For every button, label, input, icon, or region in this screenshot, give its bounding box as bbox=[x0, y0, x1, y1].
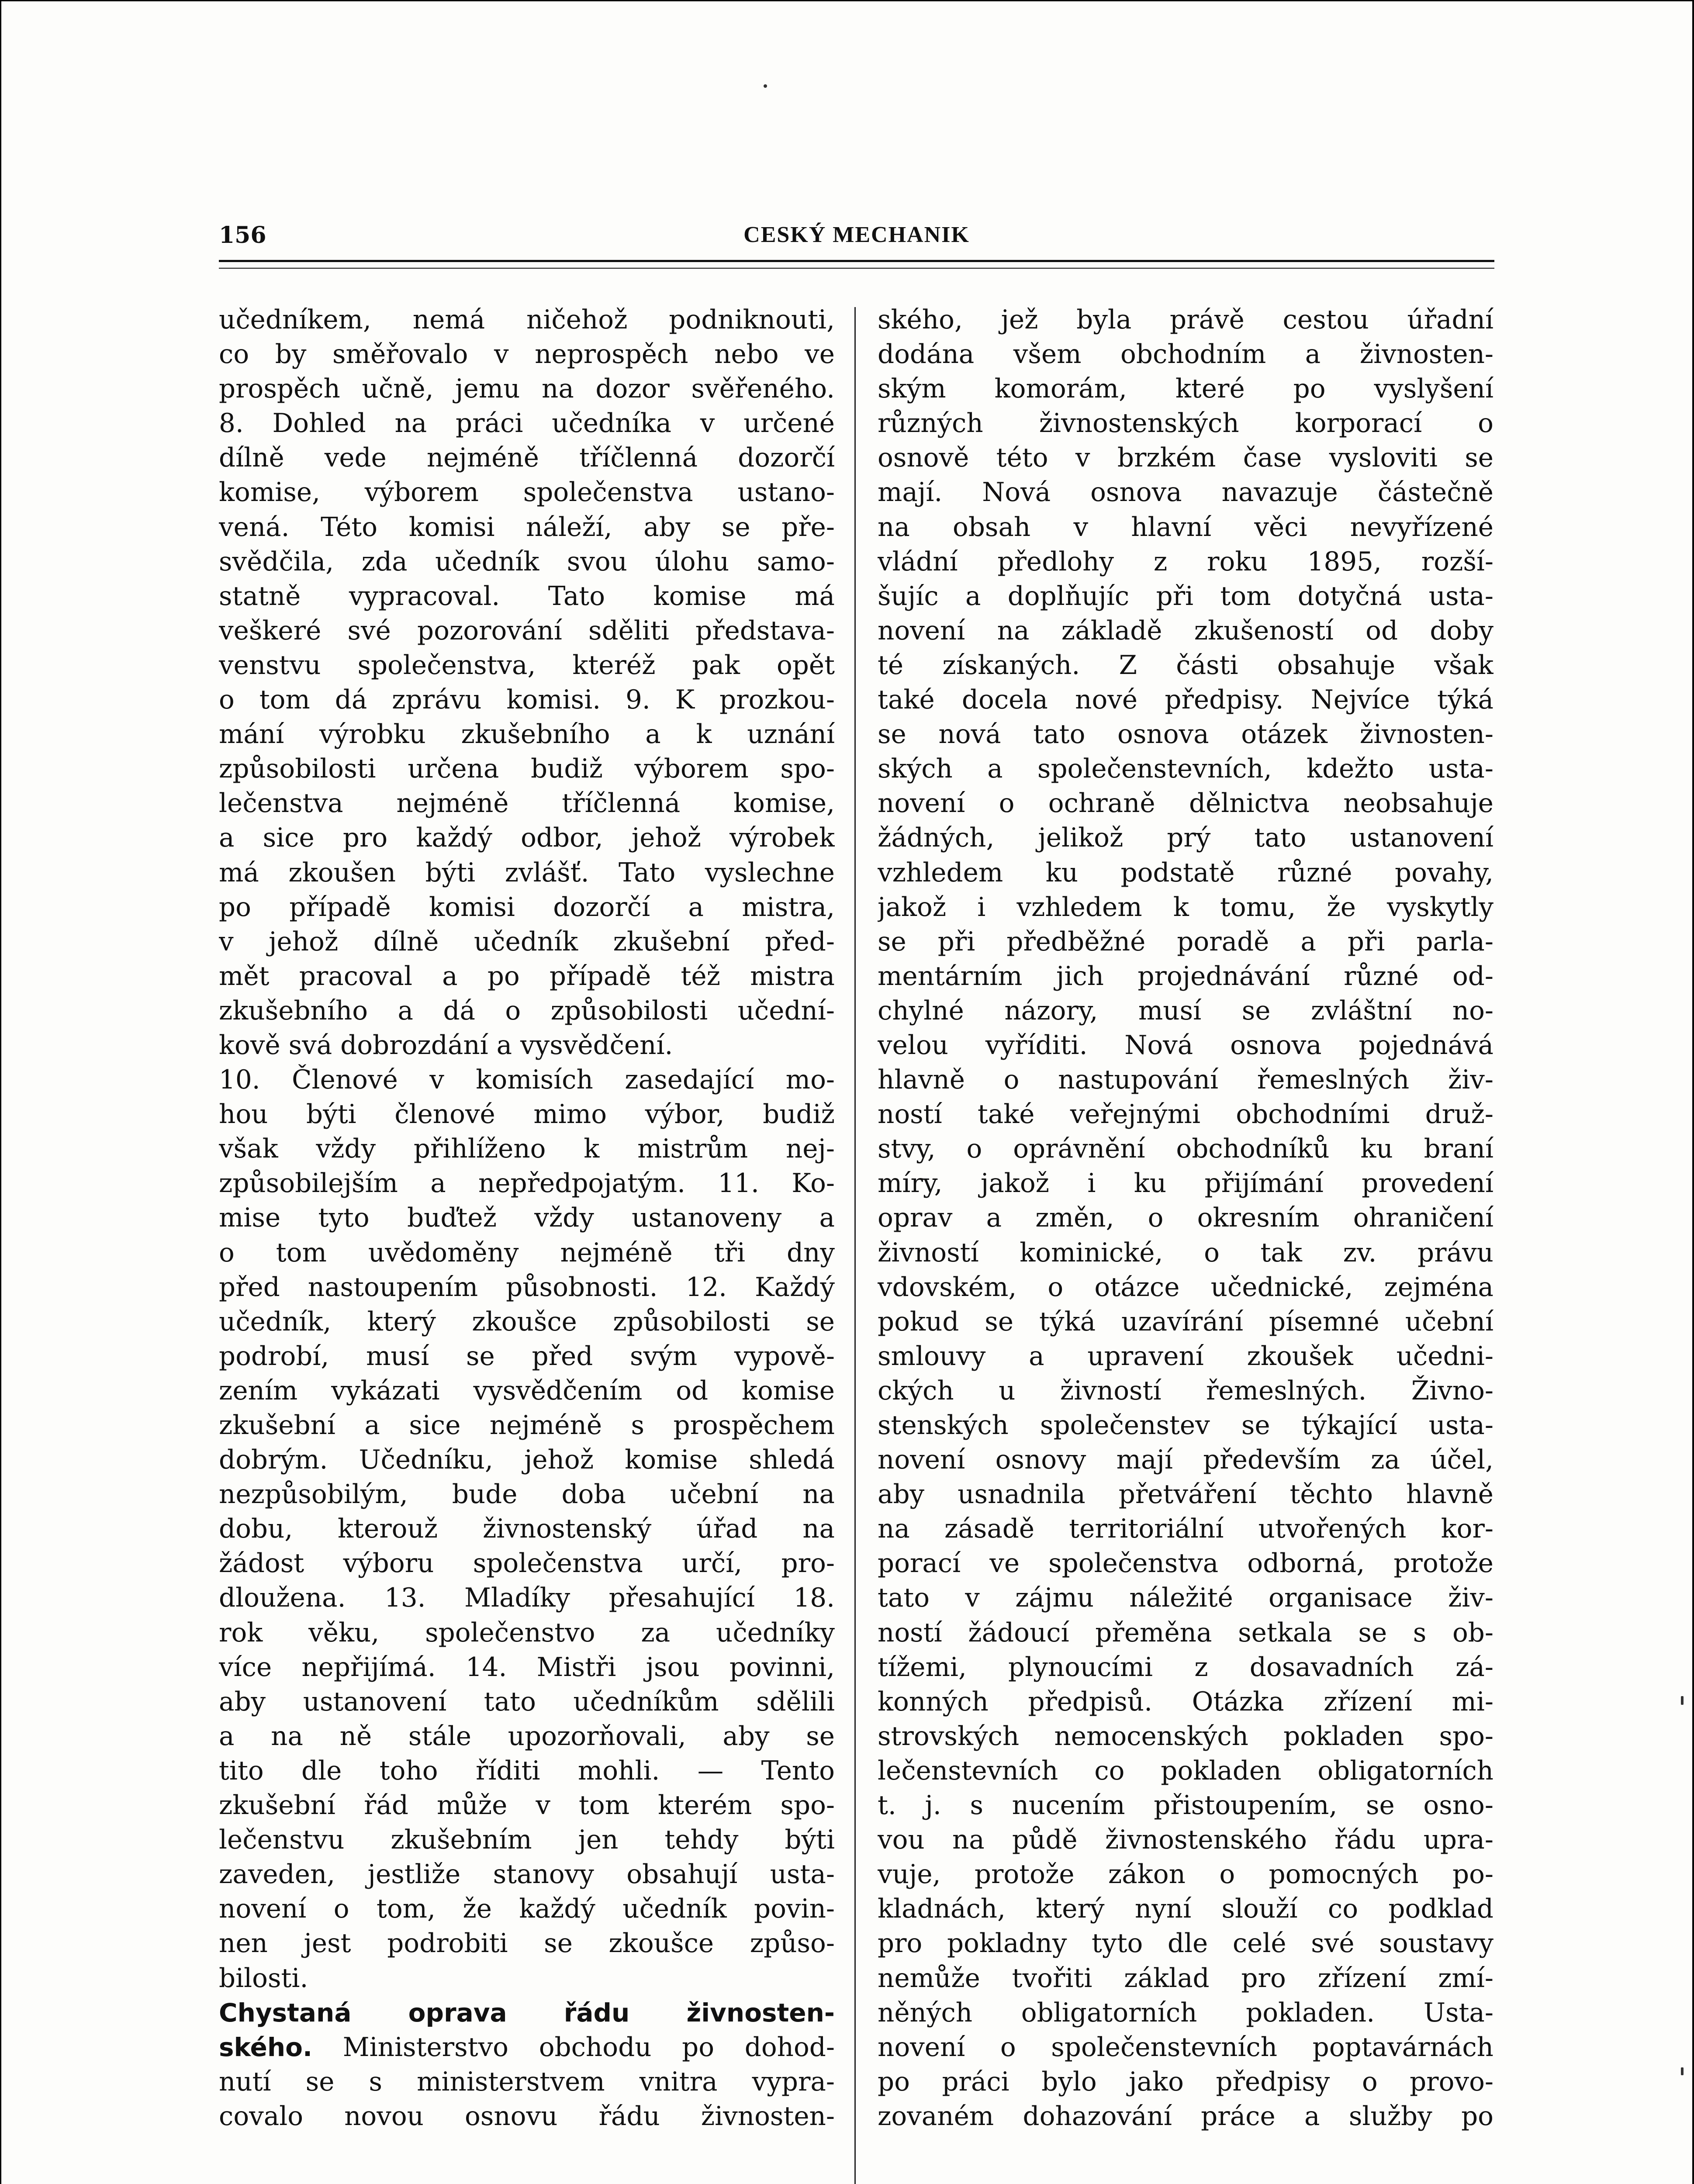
text-line: novení o ochraně dělnictva neobsahuje bbox=[878, 788, 1493, 819]
text-line: vou na půdě živnostenského řádu upra- bbox=[878, 1825, 1493, 1856]
text-line: osnově této v brzkém čase vysloviti se bbox=[878, 443, 1493, 473]
scan-speck bbox=[1681, 2067, 1684, 2075]
text-line: rok věku, společenstvo za učedníky bbox=[219, 1617, 835, 1648]
paragraph-text: Ministerstvo obchodu po dohod- bbox=[312, 2032, 835, 2063]
text-line: dloužena. 13. Mladíky přesahující 18. bbox=[219, 1583, 835, 1614]
text-line: šujíc a doplňujíc při tom dotyčná usta- bbox=[878, 581, 1493, 612]
left-column bbox=[219, 303, 835, 2134]
text-line: aby usnadnila přetváření těchto hlavně bbox=[878, 1479, 1493, 1510]
text-line: něných obligatorních pokladen. Usta- bbox=[878, 1997, 1493, 2028]
text-line: ností žádoucí přeměna setkala se s ob- bbox=[878, 1617, 1493, 1648]
text-line: porací ve společenstva odborná, protože bbox=[878, 1548, 1493, 1579]
left-column-after-heading bbox=[219, 2065, 835, 2134]
text-line: novení osnovy mají především za účel, bbox=[878, 1445, 1493, 1476]
text-line: prospěch učně, jemu na dozor svěřeného. bbox=[219, 374, 835, 404]
section-heading: Chystaná oprava řádu živnosten- bbox=[219, 1997, 835, 2028]
text-line: mají. Nová osnova navazuje částečně bbox=[878, 477, 1493, 508]
text-line: konných předpisů. Otázka zřízení mi- bbox=[878, 1686, 1493, 1717]
text-line: učedník, který zkoušce způsobilosti se bbox=[219, 1306, 835, 1337]
text-line: učedníkem, nemá ničehož podniknouti, bbox=[219, 305, 835, 335]
text-line: tito dle toho říditi mohli. — Tento bbox=[219, 1755, 835, 1786]
text-line: způsobilejším a nepředpojatým. 11. Ko- bbox=[219, 1168, 835, 1199]
text-line: a na ně stále upozorňovali, aby se bbox=[219, 1721, 835, 1752]
text-line: mentárním jich projednávání různé od- bbox=[878, 961, 1493, 992]
text-line: po práci bylo jako předpisy o provo- bbox=[878, 2067, 1493, 2097]
text-line: co by směřovalo v neprospěch nebo ve bbox=[219, 339, 835, 370]
text-line: více nepřijímá. 14. Mistři jsou povinni, bbox=[219, 1652, 835, 1683]
text-line: nutí se s ministerstvem vnitra vypra- bbox=[219, 2067, 835, 2097]
text-line: však vždy přihlíženo k mistrům nej- bbox=[219, 1134, 835, 1165]
text-line: před nastoupením působnosti. 12. Každý bbox=[219, 1272, 835, 1303]
section-heading-line bbox=[219, 1996, 835, 2030]
text-line: dílně vede nejméně tříčlenná dozorčí bbox=[219, 443, 835, 473]
text-line: vdovském, o otázce učednické, zejména bbox=[878, 1272, 1493, 1303]
text-line: svědčila, zda učedník svou úlohu samo- bbox=[219, 546, 835, 577]
text-line: žádost výboru společenstva určí, pro- bbox=[219, 1548, 835, 1579]
right-column bbox=[878, 303, 1493, 2134]
text-line: na zásadě territoriální utvořených kor- bbox=[878, 1514, 1493, 1545]
text-line: zením vykázati vysvědčením od komise bbox=[219, 1375, 835, 1406]
section-heading-end: ského. bbox=[219, 2032, 313, 2062]
text-line: pro pokladny tyto dle celé své soustavy bbox=[878, 1928, 1493, 1959]
text-line: ckých u živností řemeslných. Živno- bbox=[878, 1375, 1493, 1406]
text-line: po případě komisi dozorčí a mistra, bbox=[219, 892, 835, 923]
text-line: hou býti členové mimo výbor, budiž bbox=[219, 1099, 835, 1130]
text-line: lečenstva nejméně tříčlenná komise, bbox=[219, 788, 835, 819]
text-line: ským komorám, které po vyslyšení bbox=[878, 374, 1493, 404]
text-line: kladnách, který nyní slouží co podklad bbox=[878, 1894, 1493, 1925]
text-line: a sice pro každý odbor, jehož výrobek bbox=[219, 823, 835, 854]
text-line: žádných, jelikož prý tato ustanovení bbox=[878, 823, 1493, 854]
text-line: zovaném dohazování práce a služby po bbox=[878, 2101, 1493, 2132]
text-line: živností kominické, o tak zv. právu bbox=[878, 1237, 1493, 1268]
text-line: 8. Dohled na práci učedníka v určené bbox=[219, 408, 835, 439]
text-line: t. j. s nucením přistoupením, se osno- bbox=[878, 1790, 1493, 1821]
text-line: zkušební a sice nejméně s prospěchem bbox=[219, 1410, 835, 1441]
text-line: na obsah v hlavní věci nevyřízené bbox=[878, 512, 1493, 543]
scan-speck bbox=[1681, 1696, 1684, 1705]
text-line: kově svá dobrozdání a vysvědčení. bbox=[219, 1030, 673, 1061]
text-line: veškeré své pozorování sděliti představa- bbox=[219, 615, 835, 646]
text-line: novení o společenstevních poptavárnách bbox=[878, 2032, 1493, 2063]
text-line: lečenstvu zkušebním jen tehdy býti bbox=[219, 1825, 835, 1856]
text-line: aby ustanovení tato učedníkům sdělili bbox=[219, 1686, 835, 1717]
text-line: oprav a změn, o okresním ohraničení bbox=[878, 1203, 1493, 1234]
text-line: velou vyříditi. Nová osnova pojednává bbox=[878, 1030, 1493, 1061]
text-line: podrobí, musí se před svým vypově- bbox=[219, 1341, 835, 1372]
text-line: venstvu společenstva, kteréž pak opět bbox=[219, 650, 835, 681]
text-line: mět pracoval a po případě též mistra bbox=[219, 961, 835, 992]
text-line: zkušebního a dá o způsobilosti učední- bbox=[219, 995, 835, 1026]
right-column-body bbox=[878, 303, 1493, 2134]
text-line: mise tyto buďtež vždy ustanoveny a bbox=[219, 1203, 835, 1234]
text-line: zkušební řád může v tom kterém spo- bbox=[219, 1790, 835, 1821]
text-line: lečenstevních co pokladen obligatorních bbox=[878, 1755, 1493, 1786]
column-divider bbox=[854, 307, 856, 2184]
page-header bbox=[219, 222, 1494, 257]
text-line: ností také veřejnými obchodními druž- bbox=[878, 1099, 1493, 1130]
text-line: jakož i vzhledem k tomu, že vyskytly bbox=[878, 892, 1493, 923]
text-line: statně vypracoval. Tato komise má bbox=[219, 581, 835, 612]
text-line: stvy, o oprávnění obchodníků ku braní bbox=[878, 1134, 1493, 1165]
text-line: nen jest podrobiti se zkoušce způso- bbox=[219, 1928, 835, 1959]
text-line: dodána všem obchodním a živnosten- bbox=[878, 339, 1493, 370]
left-column-body bbox=[219, 303, 835, 1996]
section-heading-line bbox=[219, 2030, 835, 2065]
running-title: CESKÝ MECHANIK bbox=[743, 222, 970, 247]
text-line: pokud se týká uzavírání písemné učební bbox=[878, 1306, 1493, 1337]
text-line: vládní předlohy z roku 1895, rozší- bbox=[878, 546, 1493, 577]
text-line: mání výrobku zkušebního a k uznání bbox=[219, 719, 835, 750]
text-line: novení o tom, že každý učedník povin- bbox=[219, 1894, 835, 1925]
text-line: se při předběžné poradě a při parla- bbox=[878, 926, 1493, 957]
page-number: 156 bbox=[219, 222, 266, 249]
text-line: tato v zájmu náležité organisace živ- bbox=[878, 1583, 1493, 1614]
text-line: různých živnostenských korporací o bbox=[878, 408, 1493, 439]
text-line: dobrým. Učedníku, jehož komise shledá bbox=[219, 1445, 835, 1476]
text-line: ského, jež byla právě cestou úřadní bbox=[878, 305, 1493, 335]
text-line: o tom uvědoměny nejméně tři dny bbox=[219, 1237, 835, 1268]
text-line: hlavně o nastupování řemeslných živ- bbox=[878, 1065, 1493, 1095]
text-line: vzhledem ku podstatě různé povahy, bbox=[878, 857, 1493, 888]
text-line: také docela nové předpisy. Nejvíce týká bbox=[878, 685, 1493, 715]
text-line: míry, jakož i ku přijímání provedení bbox=[878, 1168, 1493, 1199]
text-line: 10. Členové v komisích zasedající mo- bbox=[219, 1065, 835, 1095]
text-line: způsobilosti určena budiž výborem spo- bbox=[219, 754, 835, 784]
text-line: nezpůsobilým, bude doba učební na bbox=[219, 1479, 835, 1510]
text-line: dobu, kterouž živnostenský úřad na bbox=[219, 1514, 835, 1545]
text-line: bilosti. bbox=[219, 1963, 308, 1994]
text-line: smlouvy a upravení zkoušek učedni- bbox=[878, 1341, 1493, 1372]
text-line: komise, výborem společenstva ustano- bbox=[219, 477, 835, 508]
text-line: nemůže tvořiti základ pro zřízení zmí- bbox=[878, 1963, 1493, 1994]
text-line: té získaných. Z části obsahuje však bbox=[878, 650, 1493, 681]
text-line: ských a společenstevních, kdežto usta- bbox=[878, 754, 1493, 784]
text-line: má zkoušen býti zvlášť. Tato vyslechne bbox=[219, 857, 835, 888]
text-line: v jehož dílně učedník zkušební před- bbox=[219, 926, 835, 957]
text-line: tížemi, plynoucími z dosavadních zá- bbox=[878, 1652, 1493, 1683]
text-line: chylné názory, musí se zvláštní no- bbox=[878, 995, 1493, 1026]
text-line: covalo novou osnovu řádu živnosten- bbox=[219, 2101, 835, 2132]
text-line: vená. Této komisi náleží, aby se pře- bbox=[219, 512, 835, 543]
text-line: se nová tato osnova otázek živnosten- bbox=[878, 719, 1493, 750]
text-line: strovských nemocenských pokladen spo- bbox=[878, 1721, 1493, 1752]
header-double-rule bbox=[219, 260, 1494, 269]
text-line: stenských společenstev se týkající usta- bbox=[878, 1410, 1493, 1441]
scan-speck bbox=[764, 84, 767, 88]
text-line: zaveden, jestliže stanovy obsahují usta- bbox=[219, 1859, 835, 1890]
text-line: o tom dá zprávu komisi. 9. K prozkou- bbox=[219, 685, 835, 715]
text-line: novení na základě zkušeností od doby bbox=[878, 615, 1493, 646]
text-line: vuje, protože zákon o pomocných po- bbox=[878, 1859, 1493, 1890]
